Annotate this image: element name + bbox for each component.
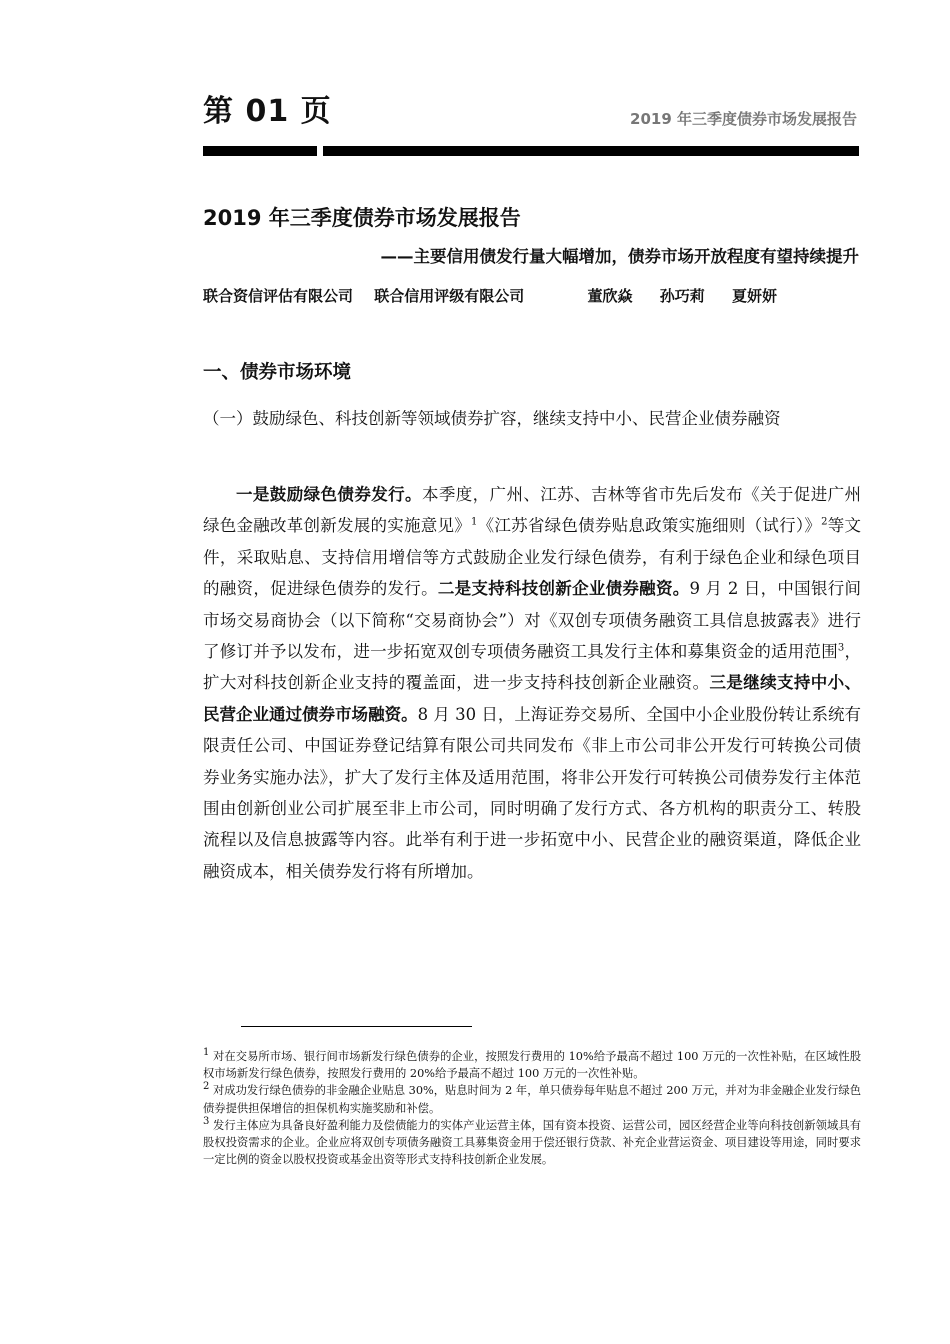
footnote-separator [241,1026,472,1027]
byline-org-2: 联合信用评级有限公司 [374,287,525,305]
byline-org-1: 联合资信评估有限公司 [203,287,354,305]
bold-lead-2: 二是支持科技创新企业债券融资。 [437,579,690,599]
byline-author-2: 孙巧莉 [659,287,705,305]
body-text: ，扩大对科技创新企业支持的覆盖面，进一步支持科技创新企业融资。 [203,642,862,693]
footnote-ref-2[interactable]: 2 [821,516,828,528]
report-subtitle: ——主要信用债发行量大幅增加，债券市场开放程度有望持续提升 [380,247,859,266]
byline-author-1: 董欣焱 [587,287,633,305]
section-heading: 一、债券市场环境 [203,362,352,383]
footnotes [203,1048,861,1168]
header-rule-right [323,146,859,156]
footnote-number: 2 [203,1081,210,1093]
body-paragraph [203,479,861,887]
footnote-text: 发行主体应为具备良好盈利能力及偿债能力的实体产业运营主体，国有资本投资、运营公司，园区经营企业等向科技创新领域具有股权投资需求的企业。企业应将双创专项债务融资工具募集资金用于偿还银行贷款、补充企业营运资金、项目建设等用途，同时要求一定比例的资金以股权投资或基金出资等形式支持科技创新企业发展。 [203,1118,861,1167]
body-text: 《江苏省绿色债券贴息政策实施细则（试行）》 [477,516,822,536]
byline-author-3: 夏妍妍 [732,287,778,305]
footnote-number: 1 [203,1047,210,1059]
subsection-heading: （一）鼓励绿色、科技创新等领域债券扩容，继续支持中小、民营企业债券融资 [203,409,781,428]
bold-lead-1: 一是鼓励绿色债券发行。 [236,485,422,504]
footnote-2 [203,1082,861,1116]
body-text: 本季度，广州、江苏、吉林等省市先后发布《关于促进广州绿色金融改革创新发展的实施意见》 [203,485,862,536]
body-text: 9 月 2 日，中国银行间市场交易商协会（以下简称“交易商协会”）对《双创专项债务融资工具信息披露表》进行了修订并予以发布，进一步拓宽双创专项债务融资工具发行主体和募集资金的适用范围 [203,579,862,662]
byline [203,285,777,306]
bold-lead-3: 三是继续支持中小、民营企业通过债券市场融资。 [203,673,862,724]
footnote-ref-3[interactable]: 3 [837,642,845,654]
footnote-1 [203,1048,861,1082]
report-title: 2019 年三季度债券市场发展报告 [203,206,521,230]
footnote-3 [203,1117,861,1169]
body-text: 等文件，采取贴息、支持信用增信等方式鼓励企业发行绿色债券，有利于绿色企业和绿色项目的融资，促进绿色债券的发行。 [203,516,861,599]
footnote-ref-1[interactable]: 1 [471,516,478,528]
footnote-number: 3 [203,1116,210,1128]
footnote-text: 对在交易所市场、银行间市场新发行绿色债券的企业，按照发行费用的 10%给予最高不超过 100 万元的一次性补贴，在区域性股权市场新发行绿色债券，按照发行费用的 20%给予最高不超过 100 万元的一次性补贴。 [203,1050,861,1081]
body-text: 8 月 30 日，上海证券交易所、全国中小企业股份转让系统有限责任公司、中国证券登记结算有限公司共同发布《非上市公司非公开发行可转换公司债券业务实施办法》，扩大了发行主体及适用范围，将非公开发行可转换公司债券发行主体范围由创新创业公司扩展至非上市公司，同时明确了发行方式、各方机构的职责分工、转股流程以及信息披露等内容。此举有利于进一步拓宽中小、民营企业的融资渠道，降低企业融资成本，相关债券发行将有所增加。 [203,704,861,881]
header-rule-left [203,146,317,156]
page-number: 第 01 页 [203,94,332,129]
running-header-title: 2019 年三季度债券市场发展报告 [630,110,857,128]
footnote-text: 对成功发行绿色债券的非金融企业贴息 30%，贴息时间为 2 年，单只债券每年贴息不超过 200 万元，并对为非金融企业发行绿色债券提供担保增信的担保机构实施奖励和补偿。 [203,1084,861,1115]
